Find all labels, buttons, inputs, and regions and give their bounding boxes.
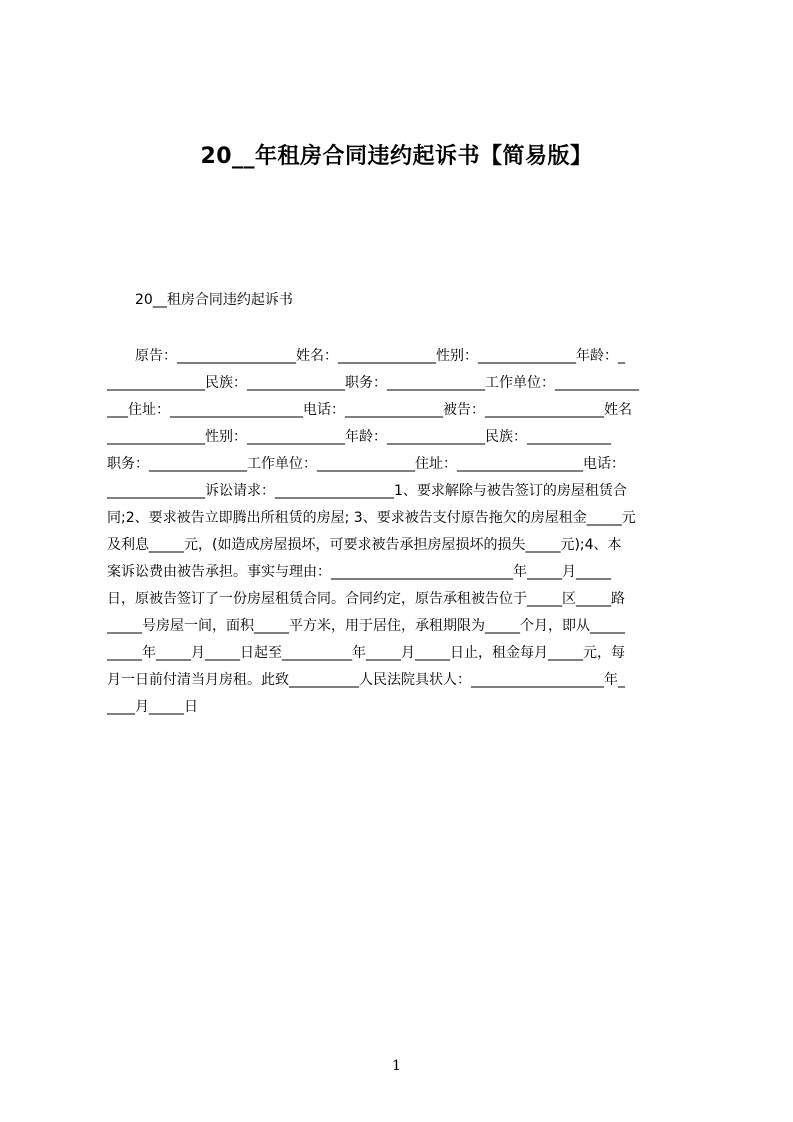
body-line: 原告：_________________姓名：______________性别：______________年龄：_ <box>107 348 625 364</box>
body-line: ___住址：___________________电话：______________被告：_________________姓名 <box>107 402 632 418</box>
body-line: 职务：______________工作单位：______________住址：__________________电话： <box>107 456 625 472</box>
body-line: _____年_____月_____日起至__________年_____月_____日止，租金每月_____元，每 <box>107 645 625 661</box>
body-line: ______________诉讼请求：_________________1、要求解除与被告签订的房屋租赁合 <box>107 483 627 499</box>
body-line: ______________民族：______________职务：______________工作单位：____________ <box>107 375 639 391</box>
body-line: 日，原被告签订了一份房屋租赁合同。合同约定，原告承租被告位于_____区_____路 <box>107 591 625 607</box>
body-line: ______________性别：______________年龄：______________民族：____________ <box>107 429 611 445</box>
body-line: 同;2、要求被告立即腾出所租赁的房屋; 3、要求被告支付原告拖欠的房屋租金_____元 <box>107 510 636 526</box>
page-title: 20__年租房合同违约起诉书【简易版】 <box>200 144 593 169</box>
body-line: _____号房屋一间，面积_____平方米，用于居住，承租期限为_____个月，即从_____ <box>107 618 625 634</box>
document-subtitle: 20__租房合同违约起诉书 <box>135 292 293 308</box>
body-line: 月一日前付清当月房租。此致__________人民法院具状人：___________________年_ <box>107 672 625 688</box>
body-line: ____月_____日 <box>107 699 198 715</box>
complaint-body <box>107 343 697 721</box>
body-line: 及利息_____元，(如造成房屋损坏，可要求被告承担房屋损坏的损失_____元);4、本 <box>107 537 622 553</box>
body-line: 案诉讼费由被告承担。事实与理由：__________________________年_____月_____ <box>107 564 611 580</box>
page-number: 1 <box>392 1058 401 1074</box>
